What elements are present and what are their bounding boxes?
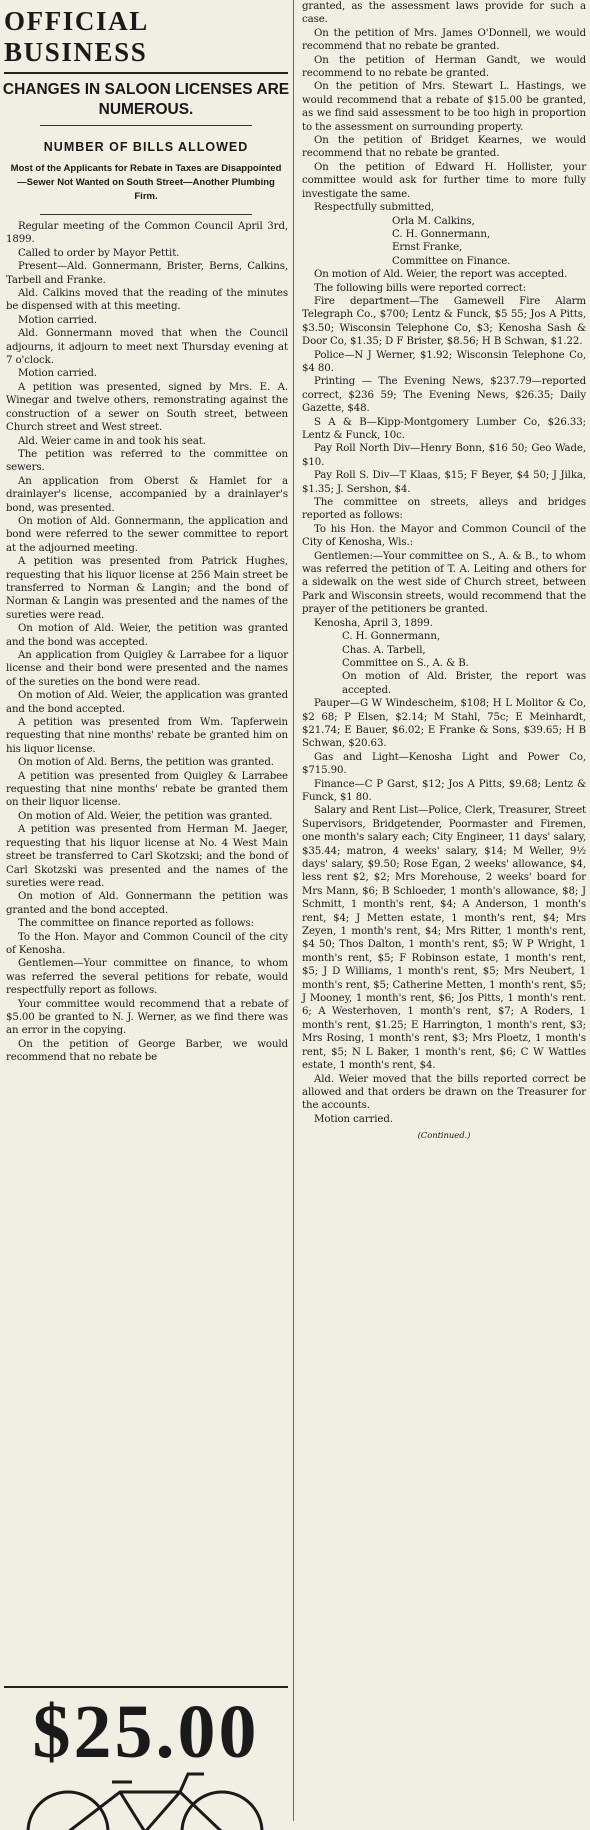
paragraph: A petition was presented from Quigley & Larrabee requesting that nine months' rebate be granted them on their liquor license.	[6, 770, 288, 809]
paragraph: Police—N J Werner, $1.92; Wisconsin Telephone Co, $4 80.	[302, 349, 586, 374]
ad-top-rule	[4, 1686, 288, 1688]
paragraph: Gentlemen—Your committee on finance, to whom was referred the several petitions for rebate, would respectfully report as follows.	[6, 958, 288, 997]
signature-line: Committee on S., A. & B.	[342, 657, 469, 669]
paragraph: A petition was presented from Patrick Hughes, requesting that his liquor license at 256 Main street be transferred to Norman & Langin; and the bond of Norman & Langin was presented and the names of the sureties were read.	[6, 556, 288, 621]
deck: Most of the Applicants for Rebate in Taxes are Disappointed—Sewer Not Wanted on South Street—Another Plumbing Firm.	[10, 163, 282, 202]
paragraph: Pay Roll S. Div—T Klaas, $15; F Beyer, $4 50; J Jilka, $1.35; J. Sershon, $4.	[302, 470, 586, 495]
deck-rule	[40, 214, 252, 215]
paragraph: An application from Quigley & Larrabee for a liquor license and their bond were presented and the names of the sureties on the bond were read.	[6, 650, 288, 688]
paragraph: Called to order by Mayor Pettit.	[18, 247, 180, 259]
paragraph: On the petition of Edward H. Hollister, your committee would ask for further time to more fully investigate the same.	[302, 161, 586, 200]
paragraph: On the petition of Mrs. Stewart L. Hastings, we would recommend that a rebate of $15.00 be granted, as we find said assessment to be too high in proportion to the assessment on surrounding property.	[302, 81, 586, 133]
paragraph: Ald. Weier moved that the bills reported correct be allowed and that orders be drawn on the Treasurer for the accounts.	[302, 1073, 586, 1112]
headline: CHANGES IN SALOON LICENSES ARE NUMEROUS.	[2, 81, 290, 118]
paragraph: A petition was presented from Wm. Tapferwein requesting that nine months' rebate be granted him on his liquor license.	[6, 717, 288, 755]
signature-line: Ernst Franke,	[392, 242, 463, 254]
paragraph: S A & B—Kipp-Montgomery Lumber Co, $26.33; Lentz & Funck, 10c.	[302, 416, 586, 441]
paragraph: Kenosha, April 3, 1899.	[314, 617, 433, 629]
column-rule	[293, 0, 294, 1821]
right-article-body	[296, 0, 590, 1144]
signature-line: Chas. A. Tarbell,	[342, 644, 426, 656]
paragraph: On the petition of Herman Gandt, we would recommend to no rebate be granted.	[302, 54, 586, 80]
masthead: OFFICIAL BUSINESS	[4, 6, 149, 67]
paragraph: Fire department—The Gamewell Fire Alarm Telegraph Co., $700; Lentz & Funck, $5 55; Jos A Pitts, $3.50; Wisconsin Telephone Co, $3; Kenosha Sash & Door Co, $1.35; D F Brister, $8.56; H B Schwan, $1.22.	[302, 295, 586, 348]
paragraph: A petition was presented, signed by Mrs. E. A. Winegar and twelve others, remonstrating against the construction of a sewer on South street, between Church street and West street.	[6, 381, 288, 434]
paragraph: Finance—C P Garst, $12; Jos A Pitts, $9.68; Lentz & Funck, $1 80.	[302, 778, 586, 803]
paragraph: On motion of Ald. Berns, the petition was granted.	[18, 757, 274, 769]
signature-line: On motion of Ald. Brister, the report was accepted.	[342, 671, 586, 696]
paragraph: An application from Oberst & Hamlet for a drainlayer's license, accompanied by a drainlayer's bond, was presented.	[6, 475, 288, 514]
paragraph: Printing — The Evening News, $237.79—reported correct, $236 59; The Evening News, $26.35; Daily Gazette, $48.	[302, 376, 586, 415]
signature-line: Orla M. Calkins,	[392, 215, 475, 227]
paragraph: On motion of Ald. Gonnermann the petition was granted and the bond accepted.	[6, 891, 288, 916]
bicycle-advertisement	[0, 1682, 292, 1821]
right-column	[296, 0, 590, 1821]
ad-price: $25.00	[32, 1690, 260, 1774]
paragraph: On motion of Ald. Weier, the petition was granted.	[18, 810, 273, 822]
masthead-rule	[4, 72, 288, 74]
paragraph: granted, as the assessment laws provide for such a case.	[302, 1, 586, 26]
continued-note: (Continued.)	[417, 1131, 471, 1142]
paragraph: On motion of Ald. Weier, the application was granted and the bond accepted.	[6, 690, 288, 715]
bicycle-icon	[20, 1770, 270, 1830]
paragraph: Ald. Weier came in and took his seat.	[18, 435, 206, 447]
paragraph: Motion carried.	[314, 1113, 393, 1125]
paragraph: On motion of Ald. Weier, the petition was granted and the bond was accepted.	[6, 623, 288, 648]
paragraph: The committee on streets, alleys and bridges reported as follows:	[302, 497, 586, 522]
left-column	[0, 0, 292, 1821]
paragraph: Respectfully submitted,	[314, 202, 435, 214]
paragraph: To the Hon. Mayor and Common Council of the city of Kenosha.	[6, 931, 288, 956]
subhead: NUMBER OF BILLS ALLOWED	[43, 140, 249, 154]
paragraph: Motion carried.	[18, 368, 97, 380]
paragraph: Present—Ald. Gonnermann, Brister, Berns, Calkins, Tarbell and Franke.	[6, 261, 288, 286]
left-article-body	[0, 220, 292, 1065]
paragraph: Pay Roll North Div—Henry Bonn, $16 50; Geo Wade, $10.	[302, 443, 586, 468]
paragraph: Ald. Calkins moved that the reading of the minutes be dispensed with at this meeting.	[6, 288, 288, 313]
paragraph: Gas and Light—Kenosha Light and Power Co, $715.90.	[302, 751, 586, 777]
signature-line: C. H. Gonnermann,	[342, 631, 440, 643]
paragraph: Salary and Rent List—Police, Clerk, Treasurer, Street Supervisors, Bridgetender, Poormaster and Firemen, one month's salary each; City Engineer, 11 days' salary, $35.44; matron, 4 weeks' salary, $14; M Weller, 9½ days' salary, $9.50; Rose Egan, 2 weeks' allowance, $4, less rent $2, $2; Mrs Morehouse, 2 weeks' board for Mrs Mann, $6; B Schloeder, 1 month's allowance, $8; J Schmitt, 1 month's rent, $4; A Anderson, 1 month's rent, $4; J Metten estate, 1 month's rent, $4; Mrs Zeyen, 1 month's rent, $4; Mrs Ritter, 1 month's rent, $4 50; Thos Dalton, 1 month's rent, $5; W P Wright, 1 month's rent, $5; F Robinson estate, 1 month's rent, $5; J D Williams, 1 month's rent, $5; Mrs Neubert, 1 month's rent, $5; Catherine Metten, 1 month's rent, $5; J Mooney, 1 month's rent, $6; Jos Pitts, 1 month's rent. 6; A Westerhoven, 1 month's rent, $7; A Roders, 1 month's rent, $1.25; E Harrington, 1 month's rent, $3; Mrs Rosing, 1 month's rent, $3; Mrs Ploetz, 1 month's rent, $5; N L Baker, 1 month's rent, $6; C W Wattles estate, 1 month's rent, $4.	[302, 805, 586, 1072]
signature-line: C. H. Gonnermann,	[392, 228, 490, 240]
headline-rule	[40, 125, 252, 126]
paragraph: The petition was referred to the committee on sewers.	[6, 448, 288, 474]
paragraph: A petition was presented from Herman M. Jaeger, requesting that his liquor license at No. 4 West Main street be transferred to Carl Skotzski; and the bond of Carl Skotzski was presented and the names of the sureties were read.	[6, 824, 288, 889]
paragraph: Motion carried.	[18, 314, 97, 326]
paragraph: On the petition of George Barber, we would recommend that no rebate be	[6, 1038, 288, 1064]
paragraph: Pauper—G W Windescheim, $108; H L Molitor & Co, $2 68; P Elsen, $2.14; M Stahl, 75c; E Meinhardt, $21.74; E Bauer, $6.02; E Franke & Sons, $39.65; H B Schwan, $20.63.	[302, 698, 586, 750]
signature-line: Committee on Finance.	[392, 255, 511, 267]
paragraph: The following bills were reported correct:	[314, 282, 527, 294]
paragraph: The committee on finance reported as follows:	[18, 918, 254, 930]
paragraph: On motion of Ald. Gonnermann, the application and bond were referred to the sewer committee to report at the adjourned meeting.	[6, 515, 288, 554]
paragraph: To his Hon. the Mayor and Common Council of the City of Kenosha, Wis.:	[302, 523, 586, 549]
paragraph: On the petition of Mrs. James O'Donnell, we would recommend that no rebate be granted.	[302, 27, 586, 53]
paragraph: On motion of Ald. Weier, the report was accepted.	[314, 269, 568, 281]
paragraph: Regular meeting of the Common Council April 3rd, 1899.	[6, 221, 288, 246]
paragraph: Your committee would recommend that a rebate of $5.00 be granted to N. J. Werner, as we find there was an error in the copying.	[6, 998, 288, 1037]
paragraph: On the petition of Bridget Kearnes, we would recommend that no rebate be granted.	[302, 135, 586, 160]
paragraph: Ald. Gonnermann moved that when the Council adjourns, it adjourn to meet next Thursday evening at 7 o'clock.	[6, 328, 288, 367]
paragraph: Gentlemen:—Your committee on S., A. & B., to whom was referred the petition of T. A. Leiting and others for a sidewalk on the west side of Church street, between Park and Wisconsin streets, would recommend that the prayer of the petitioners be granted.	[302, 550, 586, 616]
